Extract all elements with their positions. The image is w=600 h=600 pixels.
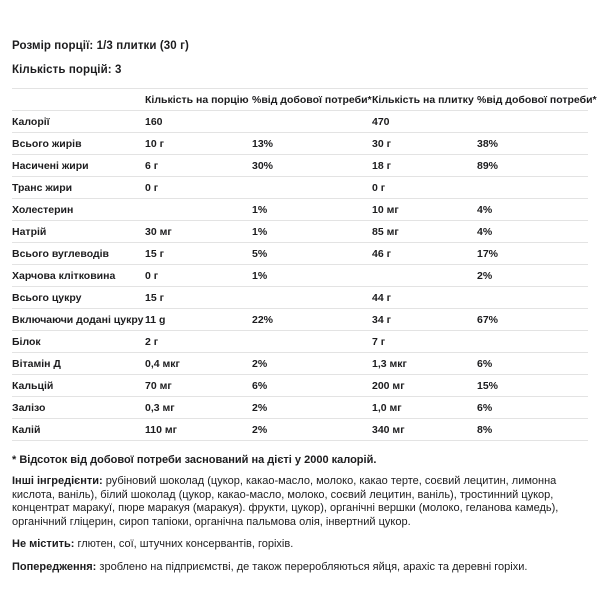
per-serving-dv: 1% [252, 199, 372, 221]
per-bar-dv: 4% [477, 221, 588, 243]
table-row [12, 155, 588, 177]
per-bar-dv: 8% [477, 419, 588, 441]
per-serving-dv: 13% [252, 133, 372, 155]
per-serving-dv: 5% [252, 243, 372, 265]
table-row [12, 331, 588, 353]
table-row [12, 419, 588, 441]
nutrient-label: Вітамін Д [12, 353, 145, 375]
header-per-bar-amount: Кількість на плитку [372, 89, 477, 111]
nutrient-label: Включаючи додані цукру [12, 309, 145, 331]
per-bar-amount: 46 г [372, 243, 477, 265]
nutrient-label: Насичені жири [12, 155, 145, 177]
table-row [12, 177, 588, 199]
per-serving-dv: 1% [252, 221, 372, 243]
per-serving-amount: 30 мг [145, 221, 252, 243]
other-ingredients-text: рубіновий шоколад (цукор, какао-масло, молоко, какао терте, соєвий лецитин, лимонна кислота, ваніль), білий шоколад (цукор, какао-масло, молоко, соєвий лецитин, ваніль), тростинний цукор, концентрат маракуї, пюре маракуя (маракуя). фрукти, цукор), органічні вершки (молоко, геланова камедь), органічний гліцерин, сироп тапіоки, органічна пальмова олія, інвертний цукор. [12, 475, 559, 528]
per-bar-amount: 44 г [372, 287, 477, 309]
per-serving-dv: 22% [252, 309, 372, 331]
per-bar-amount: 7 г [372, 331, 477, 353]
per-serving-dv [252, 177, 372, 199]
table-row [12, 199, 588, 221]
warning-label: Попередження: [12, 560, 97, 573]
nutrient-label: Білок [12, 331, 145, 353]
warning-paragraph [12, 561, 588, 575]
table-row [12, 221, 588, 243]
per-bar-dv: 89% [477, 155, 588, 177]
per-bar-amount: 0 г [372, 177, 477, 199]
warning-text: зроблено на підприємстві, де також переробляються яйця, арахіс та деревні горіхи. [99, 560, 528, 573]
table-row [12, 111, 588, 133]
nutrient-label: Калорії [12, 111, 145, 133]
per-serving-amount: 6 г [145, 155, 252, 177]
per-serving-amount: 0 г [145, 265, 252, 287]
table-row [12, 397, 588, 419]
per-serving-amount: 2 г [145, 331, 252, 353]
servings-count-line: Кількість порцій: 3 [12, 64, 122, 76]
other-ingredients-label: Інші інгредієнти: [12, 475, 103, 487]
per-bar-amount: 18 г [372, 155, 477, 177]
other-ingredients-paragraph [12, 475, 588, 529]
per-bar-dv [477, 287, 588, 309]
per-serving-amount: 110 мг [145, 419, 252, 441]
per-bar-dv: 67% [477, 309, 588, 331]
per-bar-amount: 34 г [372, 309, 477, 331]
header-per-serving-amount: Кількість на порцію [145, 89, 252, 111]
nutrient-label: Харчова клітковина [12, 265, 145, 287]
nutrient-label: Натрій [12, 221, 145, 243]
header-nutrient [12, 89, 145, 111]
nutrient-label: Транс жири [12, 177, 145, 199]
per-serving-dv: 6% [252, 375, 372, 397]
per-serving-amount: 0,4 мкг [145, 353, 252, 375]
per-bar-dv [477, 111, 588, 133]
per-serving-dv [252, 111, 372, 133]
per-bar-dv: 38% [477, 133, 588, 155]
per-bar-amount: 30 г [372, 133, 477, 155]
per-bar-dv: 6% [477, 353, 588, 375]
per-bar-amount [372, 265, 477, 287]
per-bar-dv: 4% [477, 199, 588, 221]
per-serving-dv: 2% [252, 353, 372, 375]
per-serving-dv [252, 287, 372, 309]
per-serving-amount: 10 г [145, 133, 252, 155]
nutrient-label: Холестерин [12, 199, 145, 221]
per-bar-amount: 10 мг [372, 199, 477, 221]
per-serving-amount: 15 г [145, 287, 252, 309]
table-row [12, 133, 588, 155]
per-bar-amount: 1,3 мкг [372, 353, 477, 375]
per-serving-dv: 30% [252, 155, 372, 177]
per-serving-amount: 70 мг [145, 375, 252, 397]
table-row [12, 309, 588, 331]
per-serving-dv: 2% [252, 397, 372, 419]
nutrient-label: Калій [12, 419, 145, 441]
per-serving-amount: 0 г [145, 177, 252, 199]
table-header-row [12, 89, 588, 111]
per-bar-dv: 15% [477, 375, 588, 397]
per-serving-dv [252, 331, 372, 353]
nutrient-label: Всього вуглеводів [12, 243, 145, 265]
allergen-free-text: глютен, сої, штучних консервантів, горіхів. [77, 538, 294, 550]
daily-value-footnote: * Відсоток від добової потреби заснований на дієті у 2000 калорій. [12, 454, 377, 466]
per-bar-amount: 470 [372, 111, 477, 133]
nutrient-label: Всього жирів [12, 133, 145, 155]
allergen-free-label: Не містить: [12, 538, 75, 550]
per-serving-amount: 0,3 мг [145, 397, 252, 419]
allergen-free-paragraph [12, 538, 588, 552]
per-bar-dv [477, 331, 588, 353]
table-row [12, 287, 588, 309]
serving-size-line: Розмір порції: 1/3 плитки (30 г) [12, 40, 189, 52]
per-serving-amount [145, 199, 252, 221]
nutrient-label: Кальцій [12, 375, 145, 397]
nutrition-table [12, 88, 597, 441]
per-bar-amount: 1,0 мг [372, 397, 477, 419]
nutrient-label: Залізо [12, 397, 145, 419]
per-bar-dv [477, 177, 588, 199]
table-row [12, 375, 588, 397]
per-serving-amount: 15 г [145, 243, 252, 265]
table-row [12, 265, 588, 287]
per-bar-dv: 6% [477, 397, 588, 419]
per-bar-dv: 2% [477, 265, 588, 287]
per-bar-dv: 17% [477, 243, 588, 265]
header-per-bar-dv: %від добової потреби* [477, 89, 588, 111]
per-serving-amount: 160 [145, 111, 252, 133]
nutrient-label: Всього цукру [12, 287, 145, 309]
per-serving-amount: 11 g [145, 309, 252, 331]
per-bar-amount: 85 мг [372, 221, 477, 243]
per-serving-dv: 1% [252, 265, 372, 287]
table-row [12, 353, 588, 375]
per-bar-amount: 200 мг [372, 375, 477, 397]
per-serving-dv: 2% [252, 419, 372, 441]
table-row [12, 243, 588, 265]
header-per-serving-dv: %від добової потреби* [252, 89, 372, 111]
per-bar-amount: 340 мг [372, 419, 477, 441]
